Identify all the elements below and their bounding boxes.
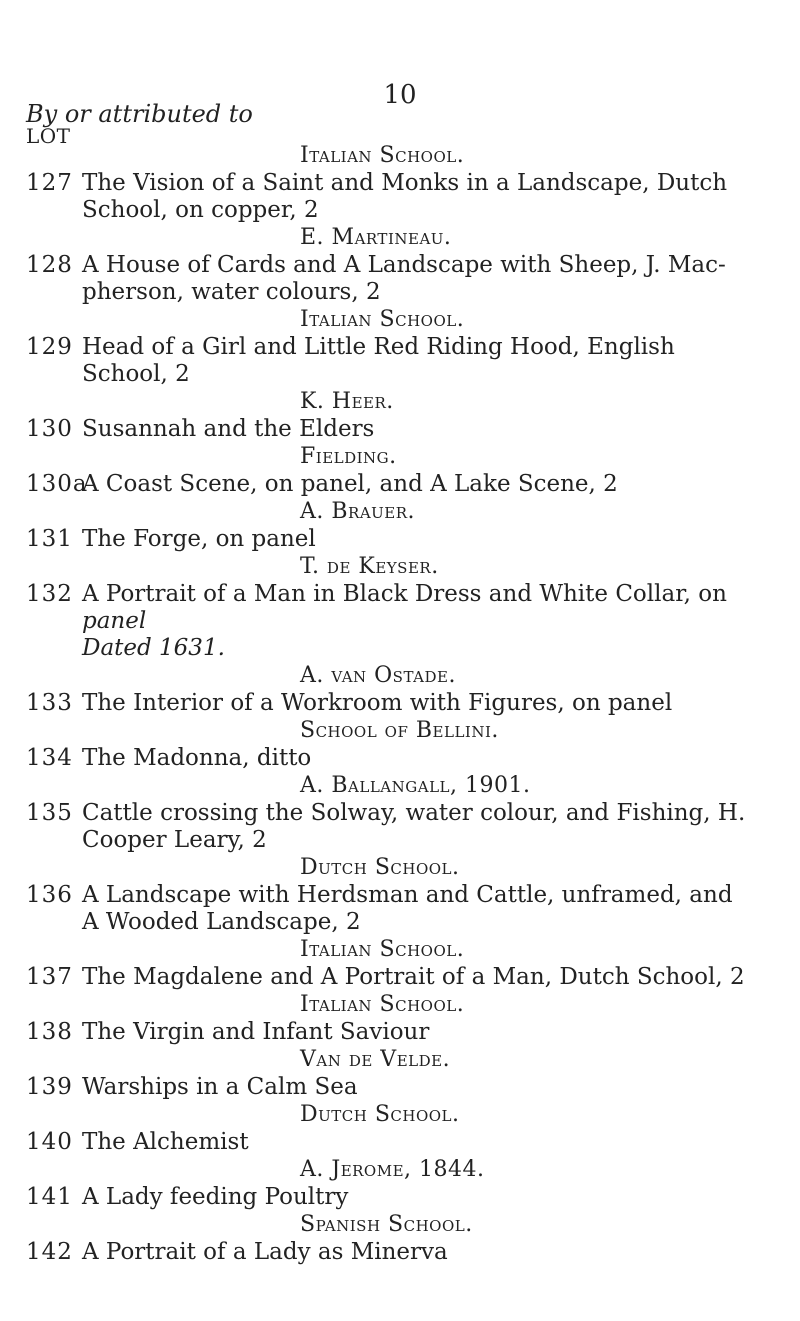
page-heading: By or attributed to [26, 100, 253, 128]
lot-title [82, 471, 800, 498]
catalogue-entry [0, 388, 800, 443]
lot-title [82, 252, 800, 306]
lot-title-line: A House of Cards and A Landscape with Sheep, J. Mac- [82, 252, 726, 278]
catalogue-entry [0, 991, 800, 1046]
catalogue-entry [0, 772, 800, 854]
attribution: School of Bellini. [300, 718, 499, 743]
lot-title [82, 1074, 800, 1101]
lot-title [82, 800, 800, 854]
catalogue-entry [0, 498, 800, 553]
attribution: A. van Ostade. [300, 663, 456, 688]
lot-column-label: LOT [26, 124, 71, 148]
attribution: Dutch School. [300, 855, 460, 880]
lot-title-line: A Lady feeding Poultry [82, 1184, 349, 1210]
lot-title-line: The Madonna, ditto [82, 745, 312, 771]
lot-title-line: Head of a Girl and Little Red Riding Hood, English [82, 334, 675, 360]
catalogue-entry [0, 854, 800, 936]
lot-number: 132 [26, 581, 73, 607]
attribution: Fielding. [300, 444, 397, 469]
catalogue-entry [0, 1046, 800, 1101]
lot-number: 129 [26, 334, 73, 360]
lot-title-line: A Coast Scene, on panel, and A Lake Scene, 2 [82, 471, 618, 497]
catalogue-entry [0, 1211, 800, 1266]
catalogue-entry [0, 553, 800, 662]
lot-number: 135 [26, 800, 73, 826]
catalogue-entry [0, 224, 800, 306]
lot-title [82, 416, 800, 443]
lot-number: 138 [26, 1019, 73, 1045]
lot-number: 133 [26, 690, 73, 716]
lot-title [82, 745, 800, 772]
lot-title-line: panel [82, 608, 147, 634]
catalogue-entry [0, 936, 800, 991]
catalogue-entries [0, 142, 800, 1266]
attribution: A. Ballangall, 1901. [300, 773, 531, 798]
catalogue-entry [0, 142, 800, 224]
lot-number: 127 [26, 170, 73, 196]
catalogue-entry [0, 717, 800, 772]
lot-title-line: The Forge, on panel [82, 526, 316, 552]
lot-number: 142 [26, 1239, 73, 1265]
lot-title-line: The Interior of a Workroom with Figures, on panel [82, 690, 673, 716]
lot-title [82, 334, 800, 388]
lot-title [82, 581, 800, 662]
attribution: Italian School. [300, 992, 465, 1017]
lot-title-line: Dated 1631. [82, 635, 225, 661]
lot-title-line: A Wooded Landscape, 2 [82, 909, 361, 935]
attribution: Van de Velde. [300, 1047, 451, 1072]
lot-title [82, 1239, 800, 1266]
attribution: T. de Keyser. [300, 554, 439, 579]
lot-number: 130 [26, 416, 73, 442]
attribution: A. Jerome, 1844. [300, 1157, 485, 1182]
lot-number: 141 [26, 1184, 73, 1210]
catalogue-entry [0, 306, 800, 388]
lot-number: 136 [26, 882, 73, 908]
lot-title-line: Cattle crossing the Solway, water colour, and Fishing, H. [82, 800, 746, 826]
lot-title-line: A Portrait of a Man in Black Dress and White Collar, on [82, 581, 727, 607]
catalogue-entry [0, 443, 800, 498]
lot-number: 131 [26, 526, 73, 552]
lot-title-line: School, 2 [82, 361, 190, 387]
attribution: Italian School. [300, 143, 465, 168]
lot-title-line: Cooper Leary, 2 [82, 827, 267, 853]
lot-number: 140 [26, 1129, 73, 1155]
attribution: Italian School. [300, 307, 465, 332]
catalogue-entry [0, 662, 800, 717]
lot-title [82, 882, 800, 936]
lot-number: 137 [26, 964, 73, 990]
lot-title [82, 1129, 800, 1156]
lot-title-line: The Alchemist [82, 1129, 249, 1155]
attribution: Spanish School. [300, 1212, 473, 1237]
page-number: 10 [383, 80, 417, 110]
catalogue-entry [0, 1101, 800, 1156]
lot-title [82, 964, 800, 991]
lot-number: 139 [26, 1074, 73, 1100]
lot-title-line: pherson, water colours, 2 [82, 279, 381, 305]
lot-title [82, 1019, 800, 1046]
lot-title-line: A Portrait of a Lady as Minerva [82, 1239, 448, 1265]
lot-number: 134 [26, 745, 73, 771]
catalogue-entry [0, 1156, 800, 1211]
lot-title-line: Susannah and the Elders [82, 416, 375, 442]
lot-title [82, 690, 800, 717]
lot-number: 130a [26, 471, 88, 497]
attribution: A. Brauer. [300, 499, 416, 524]
lot-title-line: A Landscape with Herdsman and Cattle, unframed, and [82, 882, 733, 908]
attribution: Italian School. [300, 937, 465, 962]
lot-title-line: The Virgin and Infant Saviour [82, 1019, 430, 1045]
attribution: Dutch School. [300, 1102, 460, 1127]
lot-number: 128 [26, 252, 73, 278]
lot-title [82, 1184, 800, 1211]
lot-title-line: The Magdalene and A Portrait of a Man, Dutch School, 2 [82, 964, 745, 990]
lot-title [82, 170, 800, 224]
attribution: E. Martineau. [300, 225, 452, 250]
lot-title-line: School, on copper, 2 [82, 197, 319, 223]
attribution: K. Heer. [300, 389, 394, 414]
lot-title-line: The Vision of a Saint and Monks in a Landscape, Dutch [82, 170, 728, 196]
lot-title [82, 526, 800, 553]
lot-title-line: Warships in a Calm Sea [82, 1074, 358, 1100]
